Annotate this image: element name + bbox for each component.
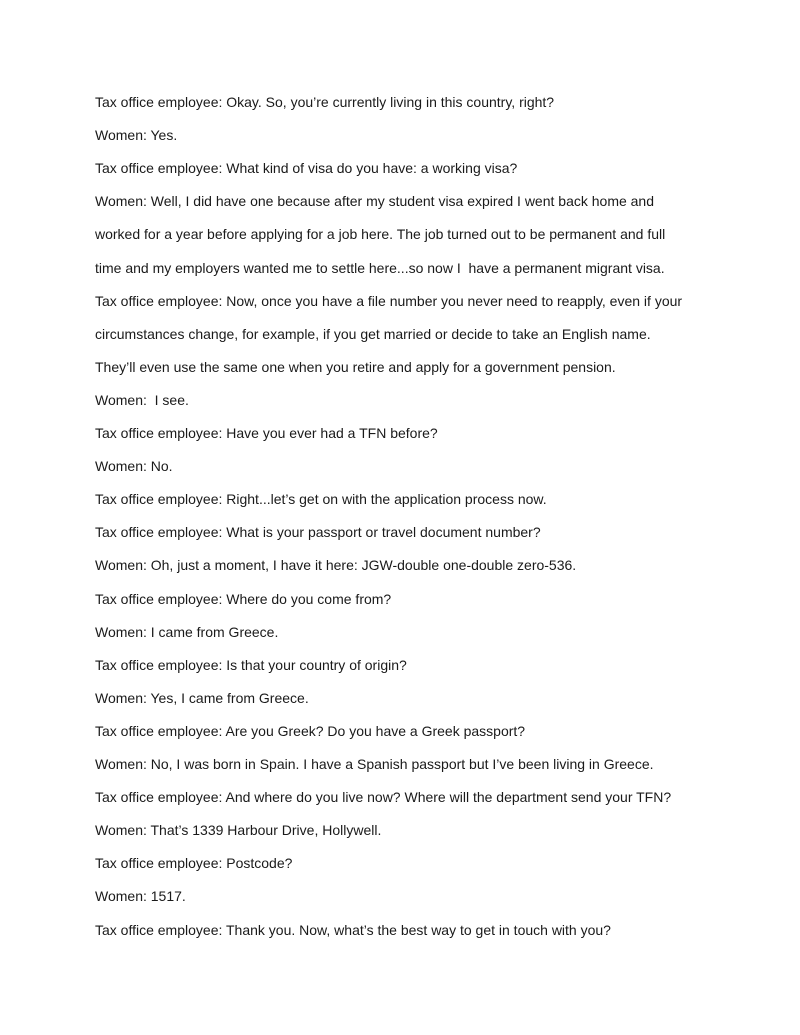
transcript-line: Tax office employee: Thank you. Now, what’s the best way to get in touch with you? (95, 922, 611, 938)
transcript-line: Tax office employee: Okay. So, you’re currently living in this country, right? (95, 94, 555, 110)
transcript-line: Women: Yes, I came from Greece. (95, 690, 309, 706)
transcript-line: They’ll even use the same one when you retire and apply for a government pension. (95, 359, 616, 375)
transcript-line: Women: 1517. (95, 888, 186, 904)
transcript-line: Tax office employee: Right...let’s get on with the application process now. (95, 491, 547, 507)
transcript-line: Women: No, I was born in Spain. I have a Spanish passport but I’ve been living in Greece. (95, 756, 654, 772)
transcript-line: Tax office employee: What kind of visa do you have: a working visa? (95, 160, 518, 176)
transcript-line: Tax office employee: What is your passport or travel document number? (95, 524, 541, 540)
transcript-line: Women: No. (95, 458, 173, 474)
transcript-line: Women: Yes. (95, 127, 178, 143)
transcript-line: Women: Well, I did have one because after my student visa expired I went back home and (95, 193, 655, 209)
transcript-line: circumstances change, for example, if you get married or decide to take an English name. (95, 326, 651, 342)
transcript-line: Women: Oh, just a moment, I have it here: JGW-double one-double zero-536. (95, 557, 577, 573)
transcript-line: Tax office employee: Where do you come from? (95, 591, 392, 607)
transcript-line: Women: I came from Greece. (95, 624, 279, 640)
transcript-line: Tax office employee: And where do you live now? Where will the department send your TFN? (95, 789, 672, 805)
transcript-line: Tax office employee: Is that your country of origin? (95, 657, 407, 673)
transcript-line: worked for a year before applying for a job here. The job turned out to be permanent and full (95, 226, 666, 242)
transcript-line: Tax office employee: Postcode? (95, 855, 293, 871)
transcript-line: time and my employers wanted me to settle here...so now I have a permanent migrant visa. (95, 260, 665, 276)
transcript-line: Women: That’s 1339 Harbour Drive, Hollywell. (95, 822, 382, 838)
transcript-line: Women: I see. (95, 392, 189, 408)
transcript-line: Tax office employee: Have you ever had a TFN before? (95, 425, 438, 441)
transcript-line: Tax office employee: Are you Greek? Do you have a Greek passport? (95, 723, 526, 739)
transcript-line: Tax office employee: Now, once you have a file number you never need to reapply, even if your (95, 293, 683, 309)
